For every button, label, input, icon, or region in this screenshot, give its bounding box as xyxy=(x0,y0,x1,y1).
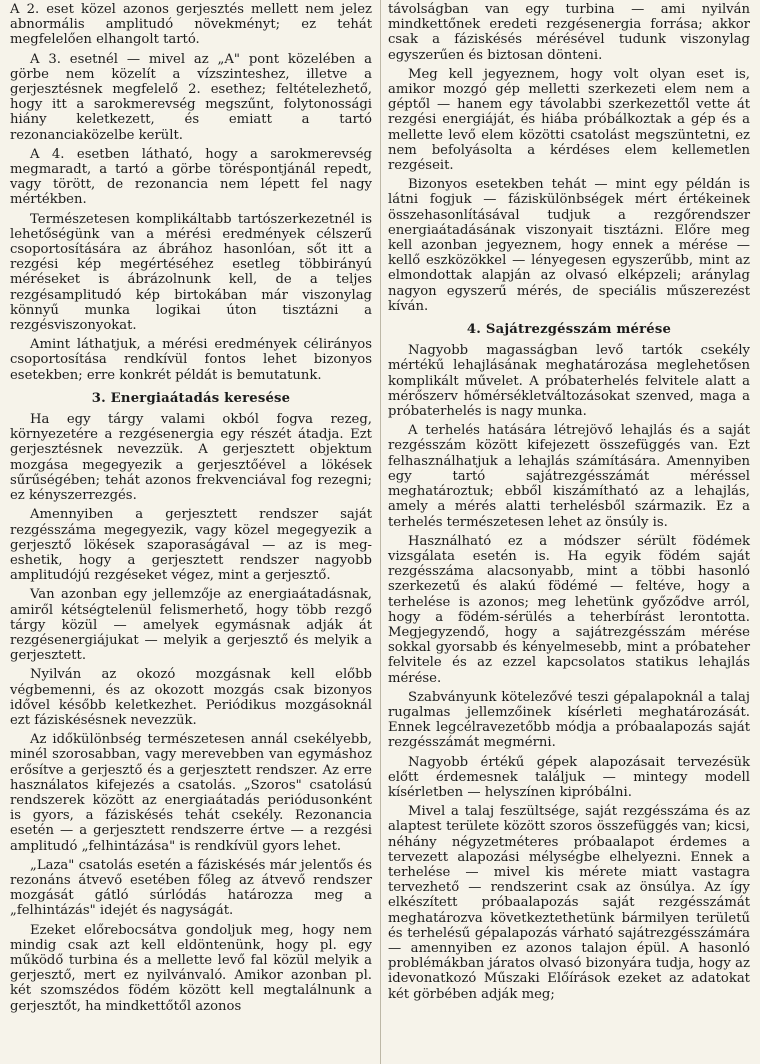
paragraph: „Laza" csatolás esetén a fáziskésés már jelentős és rezonáns átvevő esetében főleg az átvevő rendszer mozgását gátló súrlódás határozza meg a „felhintázás" idejét és nagyságát. xyxy=(10,857,372,919)
paragraph: A 3. esetnél — mivel az „A" pont közelében a görbe nem közelít a vízszinteshez, illetve a gerjesztésnek megfelelő 2. esethez; feltételezhető, hogy itt a sarokmerevség megszűnt, folytonossági hiány keletkezett, és emiatt a tartó rezonanciaközelbe került. xyxy=(10,51,372,143)
paragraph: Mivel a talaj feszültsége, saját rezgésszáma és az alaptest területe között szoros összefüggés van; kicsi, néhány négyzetméteres próbaalapot érdemes a tervezett alapozási mélységbe elhelyezni. Ennek a terhelése — mivel kis mérete miatt vastagra tervezhető — rendszerint csak az önsúlya. Az így elkészített próbaalapozás saját rezgésszámát meghatározva következtethetünk bármilyen területű és terhelésű gépalapozás várható sajátrezgésszámára — amennyiben ez azonos talajon épül. A hasonló problémákban járatos olvasó bizonyára tudja, hogy az idevonatkozó Műszaki Előírások ezeket az adatokat két görbében adják meg; xyxy=(388,804,750,1002)
paragraph: Az időkülönbség természetesen annál csekélyebb, minél szorosabban, vagy merevebben van egymáshoz erősítve a gerjesztő és a gerjesztett rendszer. Az erre használatos kifejezés a csatolás. „Szoros" csatolású rendszerek között az energiaátadás periódusonként is gyors, a fáziskésés tehát csekély. Rezonancia esetén — a gerjesztett rendszerre értve — a rezgési amplitudó „felhintázása" is rendkívül gyors lehet. xyxy=(10,732,372,854)
paragraph: A 4. esetben látható, hogy a sarokmerevség megmaradt, a tartó a görbe töréspontjánál repedt, vagy törött, de rezonancia nem lépett fel nagy mértékben. xyxy=(10,146,372,208)
section-heading: 4. Sajátrezgésszám mérése xyxy=(466,322,672,338)
column-divider xyxy=(380,0,381,1064)
paragraph: Amint láthatjuk, a mérési eredmények célirányos csoportosítása rendkívül fontos lehet bizonyos esetekben; erre konkrét példát is bemutatunk. xyxy=(10,337,372,383)
left-column xyxy=(10,2,372,1018)
paragraph: A terhelés hatására létrejövő lehajlás és a saját rezgésszám között kifejezett összefüggés van. Ezt felhasználhatjuk a lehajlás számítására. Amennyiben egy tartó sajátrezgésszámát méréssel meghatároztuk; ebből kiszámítható az a lehajlás, amely a mérés alatti terhelésből származik. Ez a terhelés természetesen lehet az önsúly is. xyxy=(388,423,750,530)
paragraph: Nagyobb értékű gépek alapozásait tervezésük előtt érdemesnek találjuk — mintegy modell kísérletben — helyszínen kipróbálni. xyxy=(388,754,750,800)
section-heading: 3. Energiaátadás keresése xyxy=(91,390,291,406)
paragraph: Természetesen komplikáltabb tartószerkezetnél is lehetőségünk van a mérési eredmények célszerű csoportosítására az ábrához hasonlóan, sőt itt a rezgési kép megértéséhez esetleg többirányú méréseket is ábrázolnunk kell, de a teljes rezgésamplitudó kép birtokában már viszonylag könnyű munka logikai úton tisztázni a rezgésviszonyokat. xyxy=(10,211,372,334)
right-column xyxy=(388,2,750,1006)
paragraph: Meg kell jegyeznem, hogy volt olyan eset is, amikor mozgó gép melletti szerkezeti elem nem a géptől — hanem egy távolabbi szerkezettől vette át rezgési energiáját, és hiába próbálkoztak a gép és a mellette levő elem közötti csatolást megszüntetni, ez nem befolyásolta a kérdéses elem kellemetlen rezgéseit. xyxy=(388,66,750,174)
paragraph: Használható ez a módszer sérült födémek vizsgálata esetén is. Ha egyik födém saját rezgésszáma alacsonyabb, mint a többi hasonló szerkezetű és alakú födémé — feltéve, hogy a terhelése is azonos; meg lehetünk győződve arról, hogy a födém-sérülés a teherbírást lerontotta. Megjegyzendő, hogy a sajátrezgésszám mérése sokkal gyorsabb és kényelmesebb, mint a próbateher felvitele és az ezzel kapcsolatos statikus lehajlás mérése. xyxy=(388,533,750,686)
paragraph: Szabványunk kötelezővé teszi gépalapoknál a talaj rugalmas jellemzőinek kísérleti meghatározását. Ennek legcélravezetőbb módja a próbaalapozás saját rezgésszámát megmérni. xyxy=(388,689,750,751)
paragraph: Nagyobb magasságban levő tartók csekély mértékű lehajlásának meghatározása meglehetősen komplikált művelet. A próbaterhelés felvitele alatt a mérőszerv hőmérsékletváltozásokat szenved, maga a próbaterhelés is nagy munka. xyxy=(388,343,750,420)
paragraph: Nyilván az okozó mozgásnak kell előbb végbemenni, és az okozott mozgás csak bizonyos idővel később keletkezhet. Periódikus mozgásoknál ezt fáziskésésnek nevezzük. xyxy=(10,667,372,728)
paragraph: távolságban van egy turbina — ami nyilván mindkettőnek eredeti rezgésenergia forrása; akkor csak a fáziskésés mérésével tudunk viszonylag egyszerűen és biztosan dönteni. xyxy=(388,2,750,63)
paragraph: A 2. eset közel azonos gerjesztés mellett nem jelez abnormális amplitudó növekményt; ez tehát megfelelően elhangolt tartó. xyxy=(10,2,372,48)
paragraph: Ha egy tárgy valami okból fogva rezeg, környezetére a rezgésenergia egy részét átadja. Ezt gerjesztésnek nevezzük. A gerjesztett objektum mozgása megegyezik a gerjesztőével a lökések sűrűségében; tehát azonos frekvenciával fog rezegni; ez kényszerrezgés. xyxy=(10,412,372,504)
paragraph: Ezeket előrebocsátva gondoljuk meg, hogy nem mindig csak azt kell eldöntenünk, hogy pl. egy működő turbina és a mellette levő fal közül melyik a gerjesztő, mert ez nyilvánvaló. Amikor azonban pl. két szomszédos födém között kell megtalálnunk a gerjesztőt, ha mindkettőtől azonos xyxy=(10,922,372,1014)
paragraph: Bizonyos esetekben tehát — mint egy példán is látni fogjuk — fáziskülönbségek mért értékeinek összehasonlításával tudjuk a rezgőrendszer energiaátadásának viszonyait tisztázni. Előre meg kell azonban jegyeznem, hogy ennek a mérése — kellő eszközökkel — lényegesen egyszerűbb, mint az elmondottak alapján az olvasó elképzeli; aránylag nagyon egyszerű mérés, de speciális műszerezést kíván. xyxy=(388,177,750,314)
paragraph: Amennyiben a gerjesztett rendszer saját rezgésszáma megegyezik, vagy közel megegyezik a gerjesztő lökések szaporaságával — az is meg-eshetik, hogy a gerjesztett rendszer nagyobb amplitudójú rezgéseket végez, mint a gerjesztő. xyxy=(10,507,372,584)
paragraph: Van azonban egy jellemzője az energiaátadásnak, amiről kétségtelenül felismerhető, hogy több rezgő tárgy közül — amelyek egymásnak adják át rezgésenergiájukat — melyik a gerjesztő és melyik a gerjesztett. xyxy=(10,587,372,664)
